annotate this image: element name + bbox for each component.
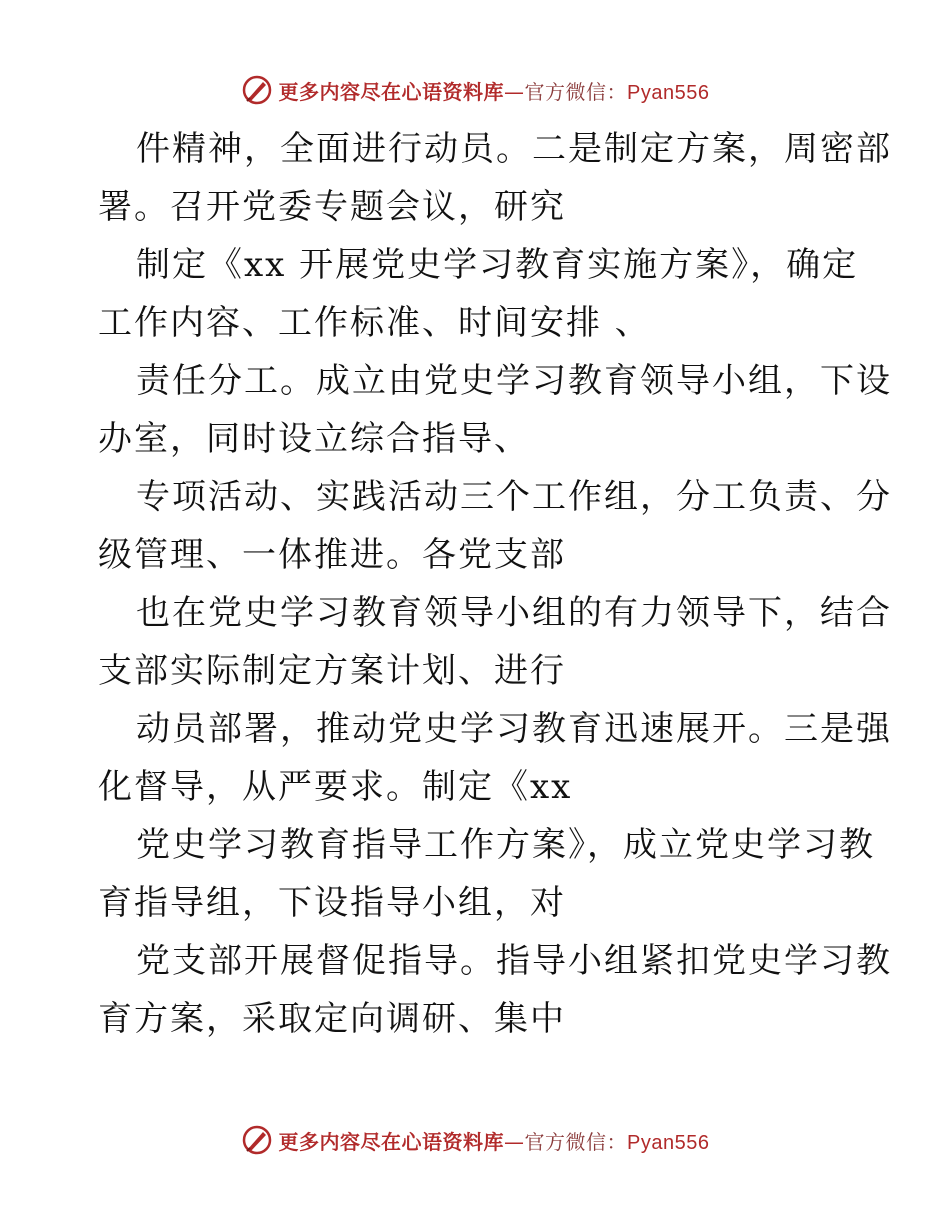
text-line: 育指导组，下设指导小组，对: [98, 883, 566, 923]
text-line: 也在党史学习教育领导小组的有力领导下，结合: [136, 593, 892, 633]
text-line: 制定《xx 开展党史学习教育实施方案》，确定: [136, 245, 859, 285]
document-body: [98, 120, 892, 1048]
banner-wechat-label: 官方微信：: [524, 79, 628, 104]
banner-wechat-id: Pyan556: [627, 81, 710, 104]
header-banner: [0, 70, 950, 110]
quill-pen-icon: [241, 1124, 273, 1156]
quill-pen-icon: [241, 74, 273, 106]
text-line: 办室，同时设立综合指导、: [98, 419, 530, 459]
text-line: 级管理、一体推进。各党支部: [98, 535, 566, 575]
text-line: 件精神，全面进行动员。二是制定方案，周密部: [136, 129, 892, 169]
text-line: 专项活动、实践活动三个工作组，分工负责、分: [136, 477, 892, 517]
text-line: 党史学习教育指导工作方案》，成立党史学习教: [136, 825, 875, 865]
banner-wechat-id: Pyan556: [627, 1131, 710, 1154]
banner-dash: —: [504, 79, 525, 104]
banner-text: [279, 76, 710, 105]
text-line: 育方案，采取定向调研、集中: [98, 999, 566, 1039]
banner-text: [279, 1126, 710, 1155]
text-line: 工作内容、工作标准、时间安排 、: [98, 303, 651, 343]
text-line: 党支部开展督促指导。指导小组紧扣党史学习教: [136, 941, 892, 981]
text-line: 责任分工。成立由党史学习教育领导小组，下设: [136, 361, 892, 401]
banner-dash: —: [504, 1129, 525, 1154]
text-line: 署。召开党委专题会议，研究: [98, 187, 566, 227]
banner-wechat-label: 官方微信：: [524, 1129, 628, 1154]
text-line: 化督导，从严要求。制定《xx: [98, 767, 573, 807]
banner-title: 更多内容尽在心语资料库: [278, 79, 505, 104]
text-line: 动员部署，推动党史学习教育迅速展开。三是强: [136, 709, 892, 749]
banner-title: 更多内容尽在心语资料库: [278, 1129, 505, 1154]
text-line: 支部实际制定方案计划、进行: [98, 651, 566, 691]
footer-banner: [0, 1120, 950, 1160]
